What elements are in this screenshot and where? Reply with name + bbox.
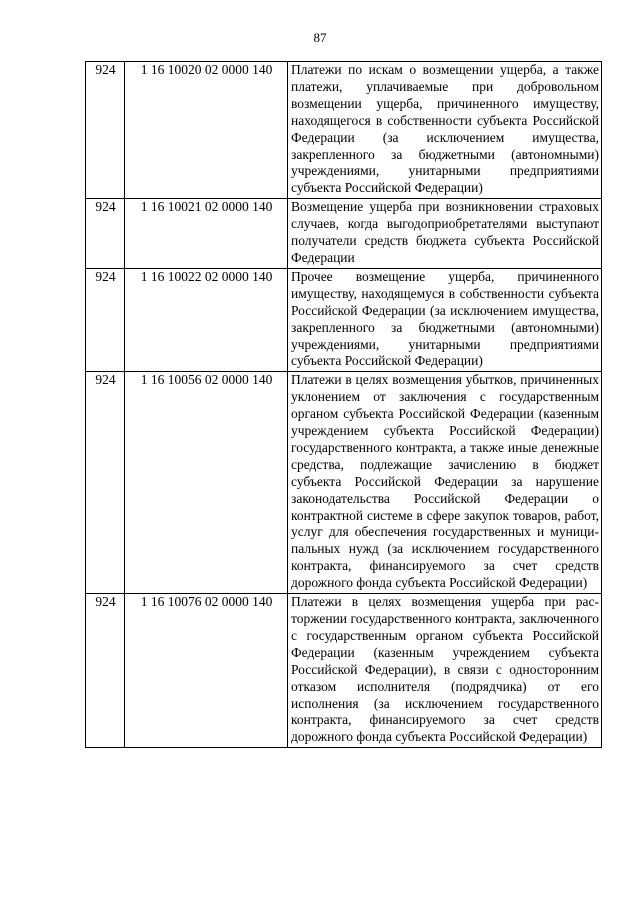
description-cell: Прочее возмещение ущерба, причиненного имуществу, находящемуся в собственности субъекта Российской Федерации (за исключением имущества, закрепленного за бюджетными (автономными) учреждениями, унитарными предприятиями субъекта Российской Федерации): [288, 268, 602, 371]
kbk-code-cell: 1 16 10022 02 0000 140: [125, 268, 288, 371]
description-cell: Платежи в целях возмещения ущерба при расторжении государственного контракта, заключенного с государственным органом субъекта Российской Федерации (казенным учреждением субъекта Российской Федерации), в связи с односторонним отказом исполнителя (подрядчика) от его исполнения (за исключением государственного контракта, финансируемого за счет средств дорожного фонда субъекта Российской Федерации): [288, 594, 602, 748]
table-row: [86, 199, 602, 269]
kbk-code-cell: 1 16 10020 02 0000 140: [125, 62, 288, 199]
admin-code-cell: 924: [86, 372, 125, 594]
table-row: [86, 62, 602, 199]
table-row: [86, 594, 602, 748]
kbk-code-cell: 1 16 10076 02 0000 140: [125, 594, 288, 748]
admin-code-cell: 924: [86, 199, 125, 269]
kbk-code-cell: 1 16 10056 02 0000 140: [125, 372, 288, 594]
description-cell: Возмещение ущерба при возникновении страховых случаев, когда выгодоприобретателями выступают получатели средств бюджета субъекта Российской Федерации: [288, 199, 602, 269]
kbk-code-cell: 1 16 10021 02 0000 140: [125, 199, 288, 269]
admin-code-cell: 924: [86, 268, 125, 371]
admin-code-cell: 924: [86, 594, 125, 748]
budget-classification-table: [85, 61, 602, 748]
description-cell: Платежи по искам о возмещении ущерба, а также платежи, уплачиваемые при добровольном возмещении ущерба, причиненного имуществу, находящегося в собственности субъекта Российской Федерации (за исключением имущества, закрепленного за бюджетными (автономными) учреждениями, унитарными предприятиями субъекта Российской Федерации): [288, 62, 602, 199]
table-row: [86, 372, 602, 594]
description-cell: Платежи в целях возмещения убытков, причиненных уклонением от заключения с государственным органом субъекта Российской Федерации (казенным учреждением субъекта Российской Федерации) государственного контракта, а также иные денежные средства, подлежащие зачислению в бюджет субъекта Российской Федерации за нарушение законодательства Российской Федерации о контрактной системе в сфере закупок товаров, работ, услуг для обеспечения государственных и муниципальных нужд (за исключением государственного контракта, финансируемого за счет средств дорожного фонда субъекта Российской Федерации): [288, 372, 602, 594]
table-row: [86, 268, 602, 371]
admin-code-cell: 924: [86, 62, 125, 199]
page-number: 87: [313, 30, 327, 45]
